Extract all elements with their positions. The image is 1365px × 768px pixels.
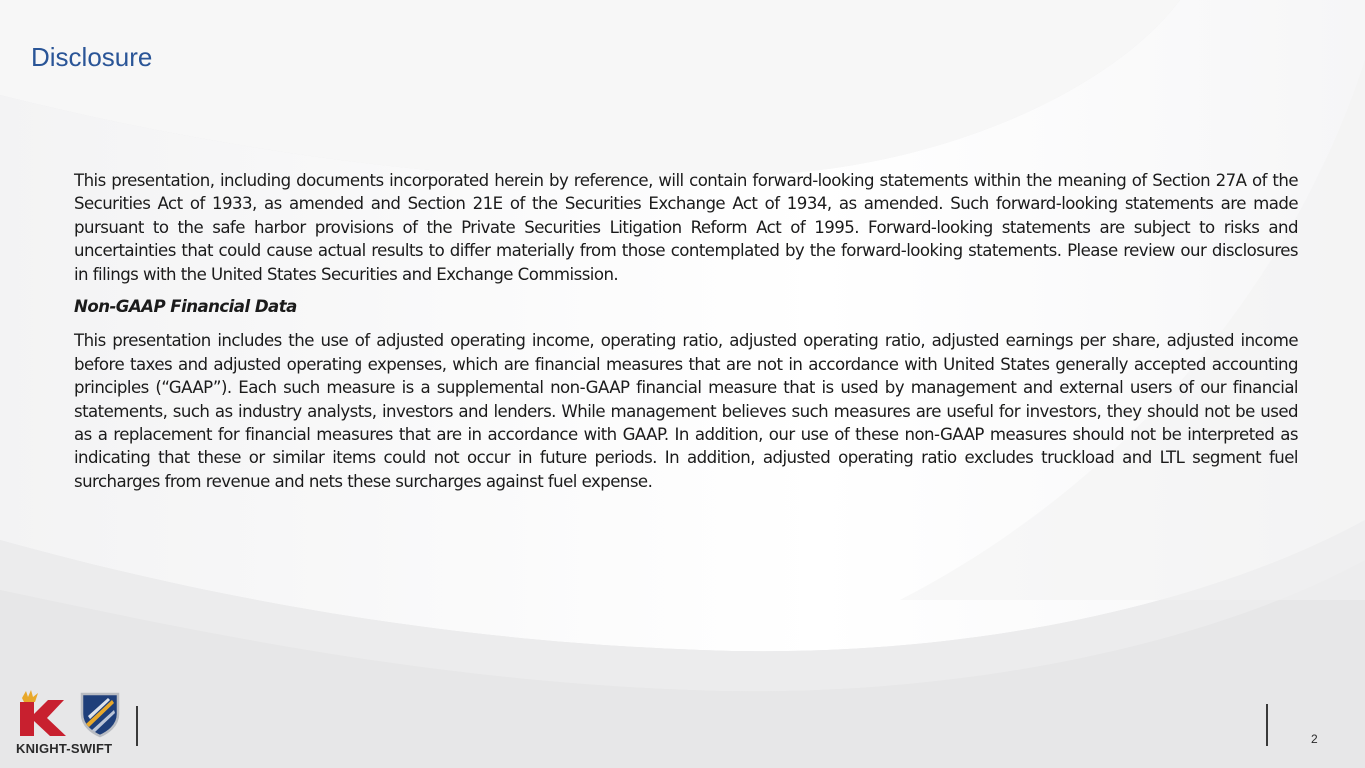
footer-divider-left [136, 706, 138, 746]
non-gaap-heading: Non-GAAP Financial Data [74, 297, 297, 317]
disclosure-body [74, 169, 1298, 493]
swift-shield-icon [82, 694, 118, 736]
forward-looking-statement-paragraph: This presentation, including documents incorporated herein by reference, will contain forward-looking statements within the meaning of Section 27A of the Securities Act of 1933, as amended and Section 21E of the Securities Exchange Act of 1934, as amended. Such forward-looking statements are made pursuant to the safe harbor provisions of the Private Securities Litigation Reform Act of 1995. Forward-looking statements are subject to risks and uncertainties that could cause actual results to differ materially from those contemplated by the forward-looking statements. Please review our disclosures in filings with the United States Securities and Exchange Commission. [74, 171, 1298, 284]
slide-title: Disclosure [31, 42, 153, 72]
non-gaap-paragraph: This presentation includes the use of adjusted operating income, operating ratio, adjusted operating ratio, adjusted earnings per share, adjusted income before taxes and adjusted operating expenses, which are financial measures that are not in accordance with United States generally accepted accounting principles (“GAAP”). Each such measure is a supplemental non-GAAP financial measure that is used by management and external users of our financial statements, such as industry analysts, investors and lenders. While management believes such measures are useful for investors, they should not be used as a replacement for financial measures that are in accordance with GAAP. In addition, our use of these non-GAAP measures should not be interpreted as indicating that these or similar items could not occur in future periods. In addition, adjusted operating ratio excludes truckload and LTL segment fuel surcharges from revenue and nets these surcharges against fuel expense. [74, 331, 1298, 491]
logo-wordmark: KNIGHT-SWIFT [16, 741, 113, 756]
knight-k-icon [20, 690, 66, 736]
footer-divider-right [1266, 704, 1268, 746]
page-number: 2 [1311, 732, 1318, 746]
